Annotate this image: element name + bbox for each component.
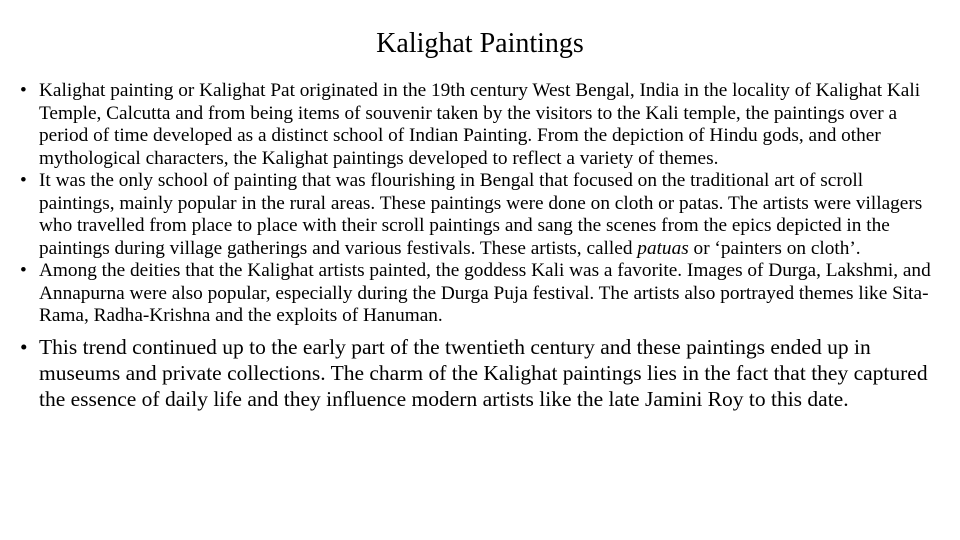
bullet-list: [20, 80, 940, 412]
bullet-text: This trend continued up to the early part of the twentieth century and these paintings ended up in museums and private collections. The charm of the Kalighat paintings lies in the fact that they captured the essence of daily life and they influence modern artists like the late Jamini Roy to this date.: [39, 334, 928, 411]
bullet-text: [39, 170, 922, 259]
bullet-dot: •: [20, 170, 27, 191]
bullet-text: Among the deities that the Kalighat artists painted, the goddess Kali was a favorite. Images of Durga, Lakshmi, and Annapurna were also popular, especially during the Durga Puja festival. The artists also portrayed themes like Sita-Rama, Radha-Krishna and the exploits of Hanuman.: [39, 260, 931, 326]
bullet-item: [20, 170, 940, 260]
bullet-text-italic: patuas: [637, 237, 689, 259]
slide-title: Kalighat Paintings: [376, 28, 584, 59]
bullet-text-part: or ‘painters on cloth’.: [688, 237, 861, 259]
bullet-item: [20, 260, 940, 328]
bullet-dot: •: [20, 80, 27, 101]
bullet-dot: •: [20, 334, 28, 359]
bullet-text-part: It was the only school of painting that was flourishing in Bengal that focused on the traditional art of scroll paintings, mainly popular in the rural areas. These paintings were done on cloth or patas. The artists were villagers who travelled from place to place with their scroll paintings and sang the scenes from the epics depicted in the paintings during village gatherings and various festivals. These artists, called: [39, 170, 923, 259]
bullet-text: Kalighat painting or Kalighat Pat originated in the 19th century West Bengal, India in the locality of Kalighat Kali Temple, Calcutta and from being items of souvenir taken by the visitors to the Kali temple, the paintings over a period of time developed as a distinct school of Indian Painting. From the depiction of Hindu gods, and other mythological characters, the Kalighat paintings developed to reflect a variety of themes.: [39, 80, 921, 169]
bullet-item: [20, 334, 940, 412]
bullet-item: [20, 80, 940, 170]
bullet-dot: •: [20, 260, 27, 281]
